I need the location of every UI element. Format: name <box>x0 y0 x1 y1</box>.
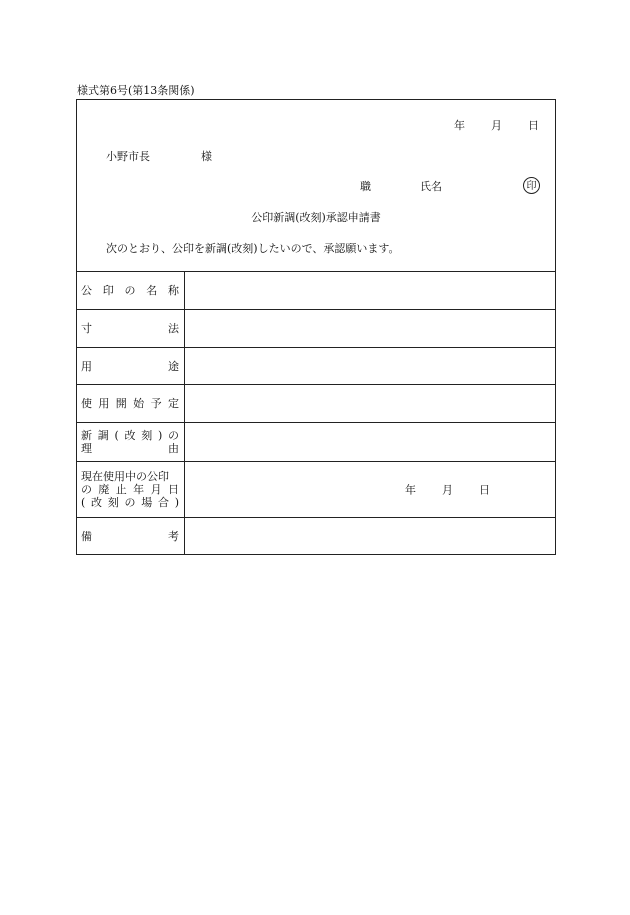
label-char: 場 <box>141 496 153 509</box>
label-char: の <box>168 429 179 442</box>
table-row-dimensions <box>76 309 556 347</box>
form-number-label: 様式第6号(第13条関係) <box>77 84 195 97</box>
application-form <box>76 99 556 555</box>
label-char: 理 <box>81 442 92 455</box>
label-char: 刻 <box>107 496 119 509</box>
table-row-remarks <box>76 517 556 554</box>
details-table <box>76 271 556 554</box>
label-char: 途 <box>168 359 179 373</box>
purpose-field[interactable] <box>185 348 556 384</box>
date-day-label: 日 <box>479 483 490 496</box>
label-char: 月 <box>150 483 162 496</box>
label-char: 開 <box>115 397 127 410</box>
table-row-seal-name <box>76 271 556 309</box>
abolition-date <box>405 483 490 496</box>
start-date-field[interactable] <box>185 385 556 422</box>
label-line: 現在使用中の公印 <box>81 470 169 483</box>
row-label <box>76 310 185 347</box>
label-char: 始 <box>133 397 145 410</box>
date-year-label: 年 <box>454 119 465 132</box>
label-char: ( <box>81 496 86 509</box>
table-row-abolition-date <box>76 461 556 517</box>
position-label: 職 <box>360 180 371 193</box>
row-label <box>76 518 185 554</box>
label-char: 寸 <box>81 322 92 335</box>
label-char: 使 <box>81 397 92 410</box>
label-char: ) <box>174 496 179 509</box>
label-char: 公 <box>81 284 92 297</box>
label-char: ) <box>157 429 163 442</box>
seal-name-field[interactable] <box>185 272 556 309</box>
application-date[interactable] <box>454 119 539 132</box>
label-char: 予 <box>150 397 162 410</box>
label-char: 年 <box>133 483 145 496</box>
label-char: の <box>124 496 136 509</box>
label-char: 調 <box>97 429 109 442</box>
table-row-purpose <box>76 347 556 384</box>
label-char: 名 <box>146 284 158 297</box>
label-char: 廃 <box>98 483 110 496</box>
label-char: 止 <box>115 483 127 496</box>
label-char: 新 <box>81 429 92 442</box>
label-char: 備 <box>81 529 92 543</box>
label-char: 用 <box>81 359 92 373</box>
label-char: 由 <box>168 442 179 455</box>
row-label <box>76 272 185 309</box>
document-title: 公印新調(改刻)承認申請書 <box>251 211 381 224</box>
applicant-name-label: 氏名 <box>420 180 442 193</box>
label-char: の <box>81 483 92 496</box>
label-char: 法 <box>168 322 179 335</box>
row-label <box>76 385 185 422</box>
row-label <box>76 462 185 517</box>
label-char: 考 <box>168 529 179 543</box>
label-char: 印 <box>102 284 114 297</box>
row-label <box>76 423 185 461</box>
label-char: 改 <box>124 429 136 442</box>
reason-field[interactable] <box>185 423 556 461</box>
abolition-date-field[interactable] <box>185 462 556 517</box>
addressee-honorific: 様 <box>201 150 212 163</box>
table-row-reason <box>76 422 556 461</box>
label-char: 称 <box>168 284 179 297</box>
date-month-label: 月 <box>442 483 453 496</box>
dimensions-field[interactable] <box>185 310 556 347</box>
label-char: 合 <box>157 496 169 509</box>
addressee-name: 小野市長 <box>106 150 150 163</box>
request-statement: 次のとおり、公印を新調(改刻)したいので、承認願います。 <box>106 242 400 255</box>
date-year-label: 年 <box>405 483 416 496</box>
label-char: 日 <box>167 483 179 496</box>
table-row-start-date <box>76 384 556 422</box>
label-char: ( <box>114 429 119 442</box>
date-month-label: 月 <box>491 119 502 132</box>
label-char: 刻 <box>141 429 153 442</box>
label-char: の <box>124 284 136 297</box>
seal-icon: 印 <box>523 177 540 194</box>
label-char: 用 <box>98 397 110 410</box>
label-char: 改 <box>91 496 103 509</box>
remarks-field[interactable] <box>185 518 556 554</box>
row-label <box>76 348 185 384</box>
label-char: 定 <box>167 397 179 410</box>
date-day-label: 日 <box>528 119 539 132</box>
